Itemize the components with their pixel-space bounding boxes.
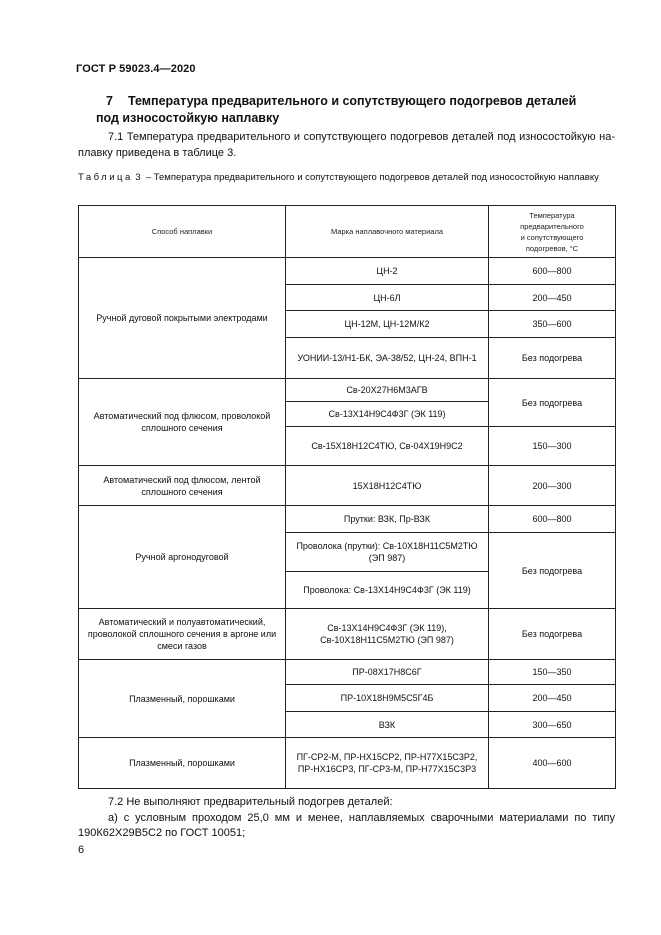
method-cell: Автоматический под флюсом, проволокой сплошного сечения	[79, 379, 286, 466]
table-row	[79, 738, 616, 789]
material-cell: Проволока (прутки): Св-10Х18Н11С5М2ТЮ (ЭП 987)	[286, 533, 489, 572]
document-header-id: ГОСТ Р 59023.4—2020	[76, 63, 196, 75]
temperature-table	[78, 205, 616, 789]
table-header-row	[79, 206, 616, 258]
temperature-cell: 600—800	[489, 258, 616, 285]
material-cell: Прутки: ВЗК, Пр-ВЗК	[286, 506, 489, 533]
table-row	[79, 506, 616, 533]
material-cell: ПР-08Х17Н8С6Г	[286, 660, 489, 685]
paragraph-7-1: 7.1 Температура предварительного и сопутствующего подогревов деталей под износостойкую на-плавку приведена в таблице 3.	[78, 131, 615, 159]
temperature-cell: 200—300	[489, 466, 616, 506]
temperature-cell: 200—450	[489, 685, 616, 712]
temperature-cell: 400—600	[489, 738, 616, 789]
table-row	[79, 660, 616, 685]
temperature-cell: 150—350	[489, 660, 616, 685]
table-row	[79, 379, 616, 402]
header-method: Способ наплавки	[79, 206, 286, 258]
table-row	[79, 258, 616, 285]
header-temperature-line1: Температура	[529, 210, 575, 220]
material-cell: УОНИИ-13/Н1-БК, ЭА-38/52, ЦН-24, ВПН-1	[286, 338, 489, 379]
temperature-cell: Без подогрева	[489, 379, 616, 427]
paragraph-7-2-a: а) с условным проходом 25,0 мм и менее, наплавляемых сварочными материалами по типу 190К62Х29В5С2 по ГОСТ 10051;	[78, 812, 615, 839]
material-cell: ЦН-12М, ЦН-12М/К2	[286, 311, 489, 338]
temperature-cell: Без подогрева	[489, 338, 616, 379]
table-caption-text: – Температура предварительного и сопутствующего подогревов деталей под износостойкую наплавку	[145, 172, 599, 183]
page-number: 6	[78, 844, 85, 856]
method-cell: Плазменный, порошками	[79, 660, 286, 738]
temperature-cell: 600—800	[489, 506, 616, 533]
material-cell: ПГ-СР2-М, ПР-НХ15СР2, ПР-Н77Х15С3Р2, ПР-НХ16СР3, ПГ-СР3-М, ПР-Н77Х15С3Р3	[286, 738, 489, 789]
table-caption-label: Таблица	[78, 172, 133, 183]
material-cell: Св-13Х14Н9С4Ф3Г (ЭК 119), Св-10Х18Н11С5М2ТЮ (ЭП 987)	[286, 609, 489, 660]
method-cell: Ручной аргонодуговой	[79, 506, 286, 609]
section-title-line1: Температура предварительного и сопутствующего подогревов деталей	[128, 94, 577, 108]
section-title-line2: под износостойкую наплавку	[96, 111, 280, 125]
header-temperature	[489, 206, 616, 258]
temperature-cell: 200—450	[489, 285, 616, 311]
section-number: 7	[106, 94, 113, 108]
table-row	[79, 466, 616, 506]
paragraph-7-2: 7.2 Не выполняют предварительный подогрев деталей:	[108, 796, 393, 808]
material-cell: ПР-10Х18Н9М5С5Г4Б	[286, 685, 489, 712]
material-cell: Св-13Х14Н9С4Ф3Г (ЭК 119)	[286, 402, 489, 427]
material-cell: ВЗК	[286, 712, 489, 738]
method-cell: Плазменный, порошками	[79, 738, 286, 789]
temperature-cell: Без подогрева	[489, 533, 616, 609]
method-cell: Ручной дуговой покрытыми электродами	[79, 258, 286, 379]
header-temperature-line2: предварительного	[520, 221, 584, 231]
method-cell: Автоматический под флюсом, лентой сплошного сечения	[79, 466, 286, 506]
material-cell: ЦН-6Л	[286, 285, 489, 311]
temperature-cell: 300—650	[489, 712, 616, 738]
table-row	[79, 609, 616, 660]
material-cell: Св-15Х18Н12С4ТЮ, Св-04Х19Н9С2	[286, 427, 489, 466]
material-cell: Св-20Х27Н6М3АГВ	[286, 379, 489, 402]
method-cell: Автоматический и полуавтоматический, проволокой сплошного сечения в аргоне или смеси газов	[79, 609, 286, 660]
section-heading	[96, 93, 616, 127]
temperature-cell: Без подогрева	[489, 609, 616, 660]
header-temperature-line4: подогревов, °С	[525, 243, 579, 253]
material-cell: ЦН-2	[286, 258, 489, 285]
temperature-cell: 350—600	[489, 311, 616, 338]
header-material: Марка наплавочного материала	[286, 206, 489, 258]
material-cell: 15Х18Н12С4ТЮ	[286, 466, 489, 506]
temperature-cell: 150—300	[489, 427, 616, 466]
material-cell: Проволока: Св-13Х14Н9С4Ф3Г (ЭК 119)	[286, 572, 489, 609]
header-temperature-line3: и сопутствующего	[520, 232, 584, 242]
table-caption-number: 3	[135, 172, 144, 183]
table-caption	[78, 171, 615, 184]
